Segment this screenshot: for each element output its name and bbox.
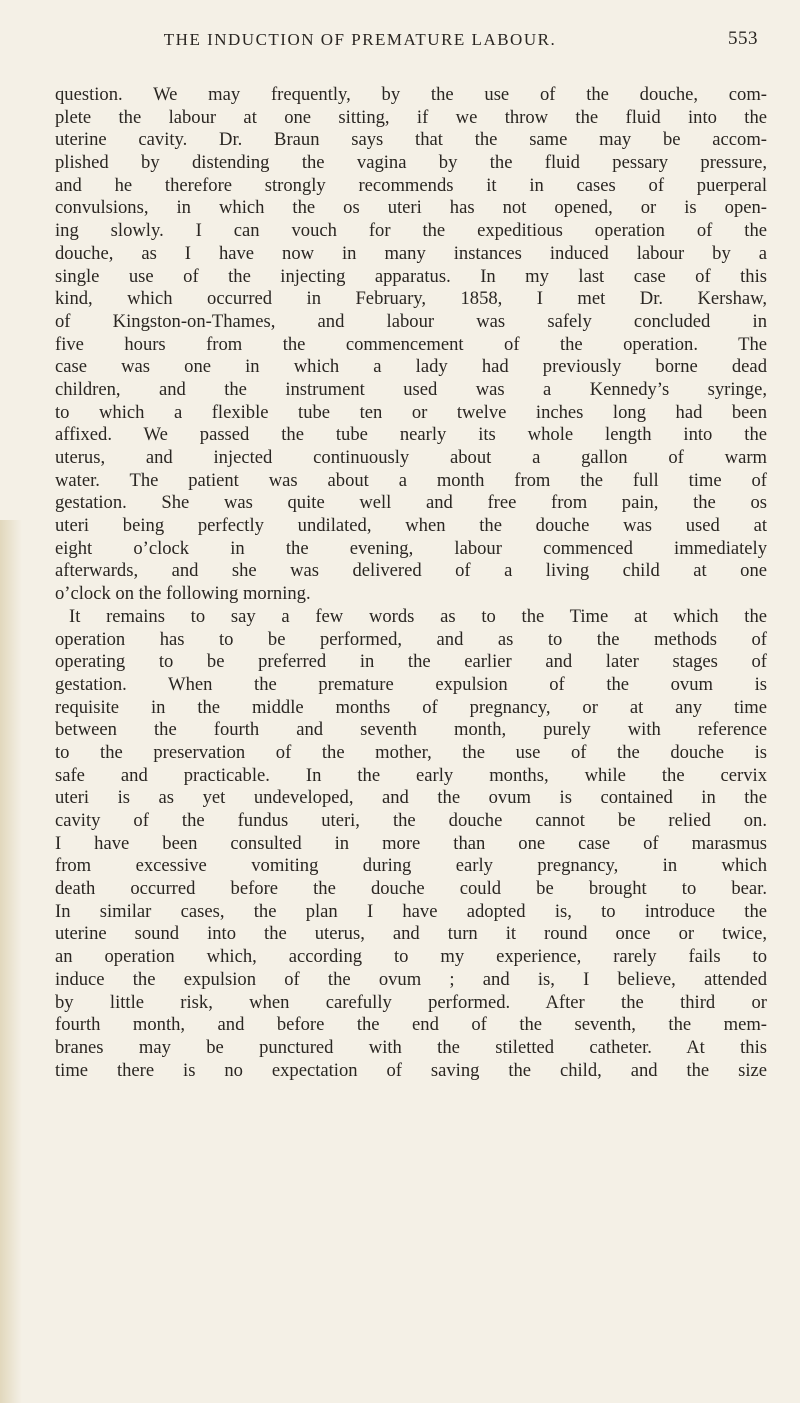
text-line: o’clock on the following morning.: [55, 583, 311, 605]
body-text: [55, 84, 767, 1082]
text-line: gestation. When the premature expulsion of the ovum is: [55, 673, 767, 695]
text-line: case was one in which a lady had previously borne dead: [55, 356, 767, 378]
text-line: question. We may frequently, by the use of the douche, com-: [55, 84, 767, 105]
page-edge-shadow: [0, 520, 22, 1403]
text-line: induce the expulsion of the ovum ; and is, I believe, attended: [55, 968, 767, 990]
text-line: uterus, and injected continuously about a gallon of warm: [55, 447, 767, 468]
text-line: death occurred before the douche could be brought to bear.: [55, 878, 767, 900]
text-line: afterwards, and she was delivered of a living child at one: [55, 560, 767, 582]
text-line: douche, as I have now in many instances induced labour by a: [55, 242, 767, 264]
running-title: THE INDUCTION OF PREMATURE LABOUR.: [163, 30, 557, 49]
text-line: uteri being perfectly undilated, when the douche was used at: [55, 515, 767, 537]
text-line: affixed. We passed the tube nearly its whole length into the: [55, 424, 767, 446]
text-line: I have been consulted in more than one case of marasmus: [55, 832, 767, 854]
text-line: plete the labour at one sitting, if we throw the fluid into the: [55, 106, 767, 128]
text-line: operating to be preferred in the earlier and later stages of: [55, 651, 767, 673]
text-line: ing slowly. I can vouch for the expeditious operation of the: [55, 220, 767, 242]
text-line: children, and the instrument used was a Kennedy’s syringe,: [55, 378, 767, 400]
text-line: uterine cavity. Dr. Braun says that the same may be accom-: [55, 129, 767, 151]
text-line: cavity of the fundus uteri, the douche cannot be relied on.: [55, 810, 767, 831]
text-line: five hours from the commencement of the operation. The: [55, 333, 767, 355]
text-line: safe and practicable. In the early months, while the cervix: [55, 764, 767, 786]
text-line: uteri is as yet undeveloped, and the ovum is contained in the: [55, 787, 767, 809]
text-line: operation has to be performed, and as to the methods of: [55, 628, 767, 650]
text-line: plished by distending the vagina by the fluid pessary pressure,: [55, 152, 767, 174]
text-line: of Kingston-on-Thames, and labour was safely concluded in: [55, 310, 767, 332]
text-line: branes may be punctured with the stiletted catheter. At this: [55, 1036, 767, 1058]
paragraph-timing-of-operation: [55, 606, 767, 1082]
text-line: uterine sound into the uterus, and turn it round once or twice,: [55, 923, 767, 945]
text-line: water. The patient was about a month from the full time of: [55, 469, 767, 491]
paragraph-continuation: [55, 84, 767, 606]
text-line: eight o’clock in the evening, labour commenced immediately: [55, 537, 767, 559]
running-head: [120, 22, 760, 62]
text-line: between the fourth and seventh month, purely with reference: [55, 719, 767, 741]
text-line: to the preservation of the mother, the use of the douche is: [55, 741, 767, 763]
text-line: kind, which occurred in February, 1858, I met Dr. Kershaw,: [55, 288, 767, 310]
text-line: by little risk, when carefully performed. After the third or: [55, 991, 767, 1013]
text-line: fourth month, and before the end of the seventh, the mem-: [55, 1014, 767, 1036]
text-line: time there is no expectation of saving the child, and the size: [55, 1059, 767, 1081]
text-line: convulsions, in which the os uteri has not opened, or is open-: [55, 197, 767, 219]
text-line: gestation. She was quite well and free from pain, the os: [55, 492, 767, 514]
text-line: to which a flexible tube ten or twelve inches long had been: [55, 401, 767, 423]
text-line: requisite in the middle months of pregnancy, or at any time: [55, 696, 767, 718]
text-line: In similar cases, the plan I have adopted is, to introduce the: [55, 900, 767, 922]
text-line: an operation which, according to my experience, rarely fails to: [55, 946, 767, 968]
text-line: single use of the injecting apparatus. In my last case of this: [55, 265, 767, 287]
page-number: 553: [728, 28, 758, 49]
text-line: from excessive vomiting during early pregnancy, in which: [55, 855, 767, 877]
text-line: and he therefore strongly recommends it in cases of puerperal: [55, 174, 767, 196]
text-line: It remains to say a few words as to the Time at which the: [69, 605, 767, 627]
